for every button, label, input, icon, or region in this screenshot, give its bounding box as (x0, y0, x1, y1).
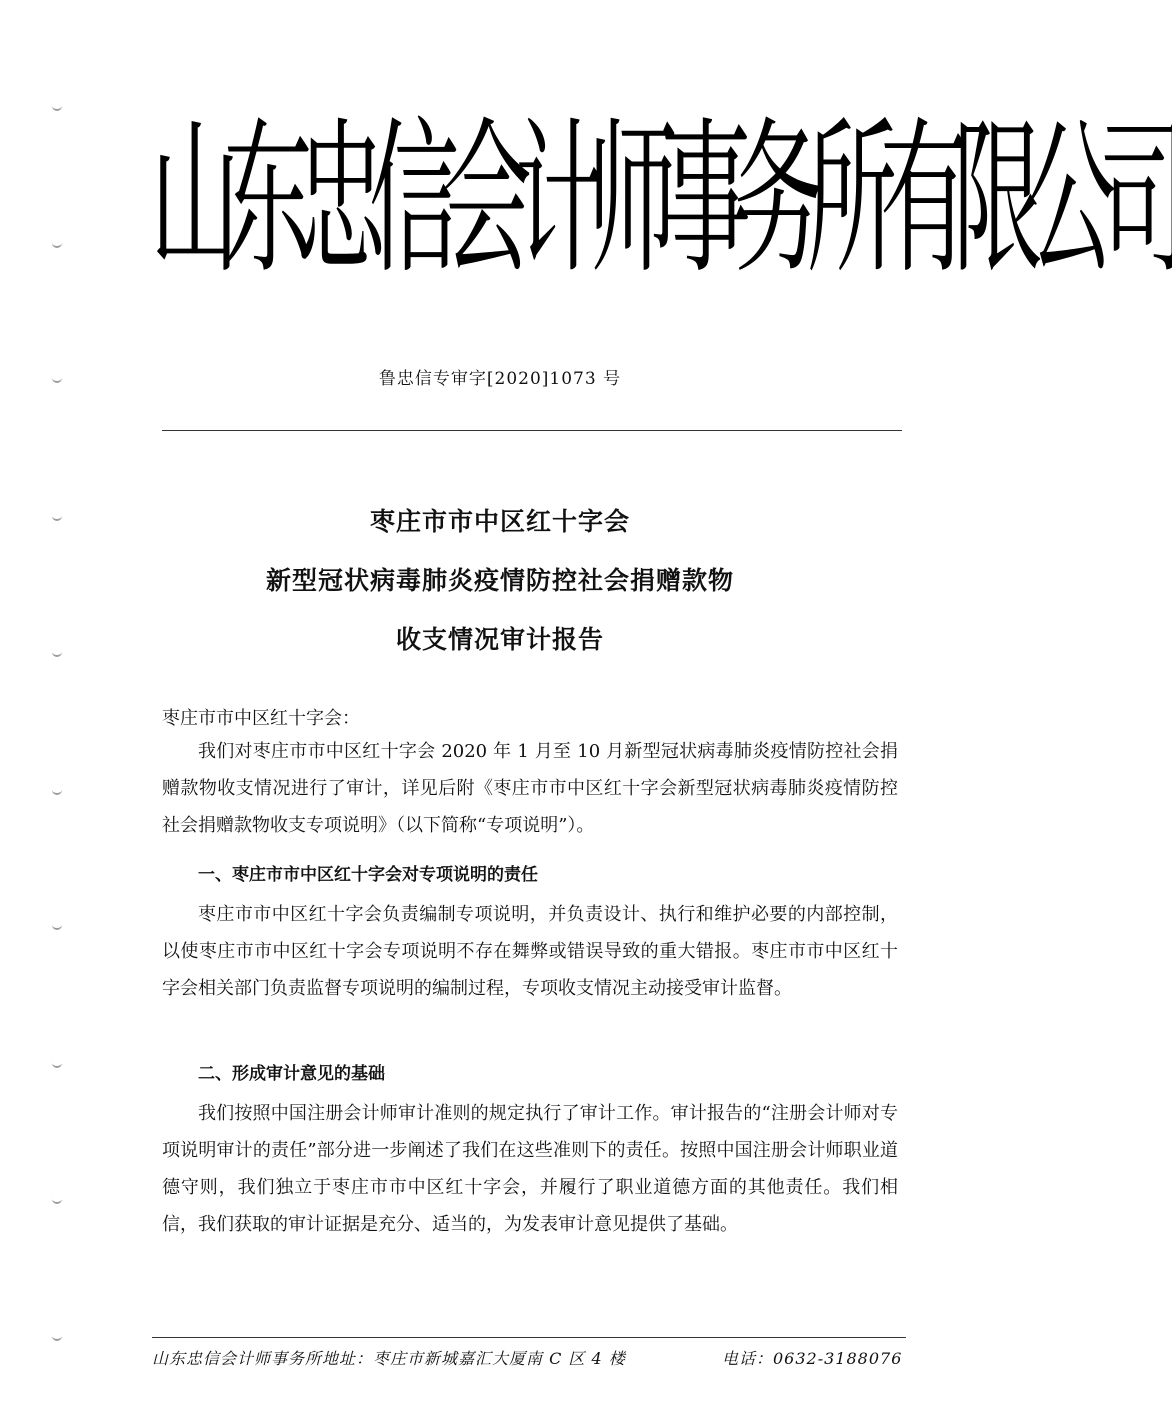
letterhead-firm-name: 山东忠信会计师事务所有限公司 (150, 103, 1172, 298)
section-1-heading: 一、枣庄市市中区红十字会对专项说明的责任 (198, 865, 538, 885)
binding-mark (52, 790, 62, 795)
section-1 (162, 896, 898, 1007)
report-title-line-2: 新型冠状病毒肺炎疫情防控社会捐赠款物 (265, 566, 734, 595)
section-2-heading: 二、形成审计意见的基础 (198, 1064, 385, 1084)
report-title-line-3: 收支情况审计报告 (395, 625, 604, 654)
footer-divider (152, 1337, 906, 1338)
footer-address: 山东忠信会计师事务所地址：枣庄市新城嘉汇大厦南 C 区 4 楼 (152, 1349, 626, 1368)
document-number: 鲁忠信专审字[2020]1073 号 (378, 369, 622, 389)
section-2-paragraph: 我们按照中国注册会计师审计准则的规定执行了审计工作。审计报告的“注册会计师对专项说明审计的责任”部分进一步阐述了我们在这些准则下的责任。按照中国注册会计师职业道德守则，我们独立于枣庄市市中区红十字会，并履行了职业道德方面的其他责任。我们相信，我们获取的审计证据是充分、适当的，为发表审计意见提供了基础。 (162, 1103, 898, 1235)
section-2 (162, 1095, 898, 1243)
intro-section (162, 733, 898, 844)
section-1-paragraph: 枣庄市市中区红十字会负责编制专项说明，并负责设计、执行和维护必要的内部控制，以使枣庄市市中区红十字会专项说明不存在舞弊或错误导致的重大错报。枣庄市市中区红十字会相关部门负责监督专项说明的编制过程，专项收支情况主动接受审计监督。 (162, 904, 898, 999)
binding-mark (52, 1336, 62, 1341)
binding-mark (52, 243, 62, 248)
binding-mark (52, 1199, 62, 1204)
binding-mark (52, 106, 62, 111)
binding-mark (52, 1063, 62, 1068)
binding-mark (52, 925, 62, 930)
footer-phone: 电话：0632-3188076 (722, 1349, 903, 1368)
report-title-line-1: 枣庄市市中区红十字会 (369, 507, 630, 536)
intro-paragraph: 我们对枣庄市市中区红十字会 2020 年 1 月至 10 月新型冠状病毒肺炎疫情防控社会捐赠款物收支情况进行了审计，详见后附《枣庄市市中区红十字会新型冠状病毒肺炎疫情防控社会捐赠款物收支专项说明》（以下简称“专项说明”）。 (162, 741, 898, 836)
header-divider (162, 430, 902, 431)
salutation: 枣庄市市中区红十字会： (162, 708, 360, 729)
